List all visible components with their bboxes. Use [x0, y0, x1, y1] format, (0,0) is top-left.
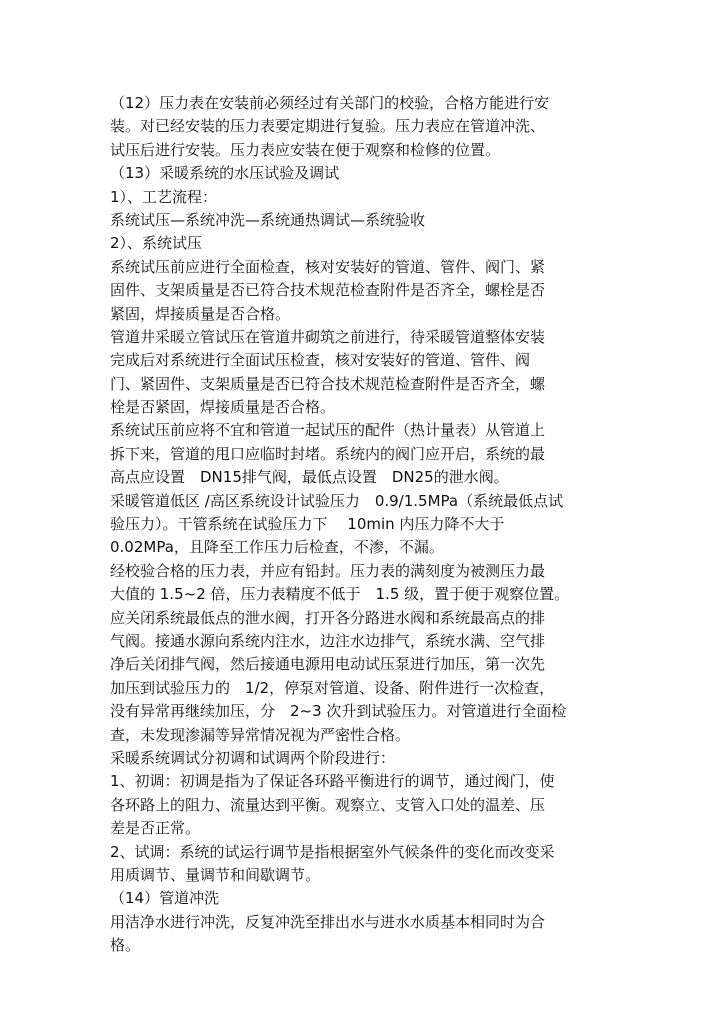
text-line: 没有异常再继续加压，分 2~3 次升到试验压力。对管道进行全面检: [110, 702, 567, 721]
text-line: 管道井采暖立管试压在管道井砌筑之前进行，待采暖管道整体安装: [110, 327, 546, 346]
text-line: 紧固，焊接质量是否合格。: [110, 304, 291, 323]
text-line: 用质调节、量调节和间歇调节。: [110, 865, 321, 884]
text-line: 装。对已经安装的压力表要定期进行复验。压力表应在管道冲洗、: [110, 117, 546, 136]
text-line: （12）压力表在安装前必须经过有关部门的校验，合格方能进行安: [110, 94, 550, 112]
text-line: 系统试压前应进行全面检查，核对安装好的管道、管件、阀门、紧: [110, 257, 546, 276]
text-line: 验压力）。干管系统在试验压力下 10min 内压力降不大于: [110, 515, 505, 534]
text-line: 加压到试验压力的 1/2，停泵对管道、设备、附件进行一次检查，: [110, 678, 555, 697]
subsection-heading: 1）、工艺流程：: [110, 187, 218, 206]
text-line: 差是否正常。: [110, 819, 201, 838]
text-line: 各环路上的阻力、流量达到平衡。观察立、支管入口处的温差、压: [110, 795, 546, 814]
text-line: 采暖系统调试分初调和试调两个阶段进行：: [110, 748, 396, 767]
text-line: 系统试压前应将不宜和管道一起试压的配件（热计量表）从管道上: [110, 421, 546, 440]
section-heading: （14）管道冲洗: [110, 889, 220, 908]
text-line: 栓是否紧固，焊接质量是否合格。: [110, 398, 336, 417]
text-line: 0.02MPa，且降至工作压力后检查，不渗，不漏。: [110, 538, 444, 557]
text-line: 气阀。接通水源向系统内注水，边注水边排气，系统水满、空气排: [110, 631, 546, 650]
text-line: 查，未发现渗漏等异常情况视为严密性合格。: [110, 725, 411, 744]
text-line: 固件、支架质量是否已符合技术规范检查附件是否齐全，螺栓是否: [110, 281, 546, 300]
text-line: 拆下来，管道的甩口应临时封堵。系统内的阀门应开启，系统的最: [110, 444, 546, 463]
text-line: 2、试调：系统的试运行调节是指根据室外气候条件的变化而改变采: [110, 842, 555, 861]
text-line: 1、初调：初调是指为了保证各环路平衡进行的调节，通过阀门，使: [110, 772, 555, 791]
text-line: 系统试压—系统冲洗—系统通热调试—系统验收: [110, 210, 426, 229]
subsection-heading: 2）、系统试压: [110, 234, 203, 253]
text-line: 净后关闭排气阀，然后接通电源用电动试压泵进行加压，第一次先: [110, 655, 546, 674]
text-line: 试压后进行安装。压力表应安装在便于观察和检修的位置。: [110, 140, 501, 159]
text-line: 经校验合格的压力表，并应有铅封。压力表的满刻度为被测压力最: [110, 561, 546, 580]
text-line: 高点应设置 DN15排气阀，最低点设置 DN25的泄水阀。: [110, 468, 509, 487]
text-line: 用洁净水进行冲洗，反复冲洗至排出水与进水水质基本相同时为合: [110, 912, 546, 931]
text-line: 格。: [110, 936, 141, 955]
text-line: 采暖管道低区 /高区系统设计试验压力 0.9/1.5MPa（系统最低点试: [110, 491, 564, 510]
text-line: 门、紧固件、支架质量是否已符合技术规范检查附件是否齐全，螺: [110, 374, 546, 393]
text-line: 大值的 1.5~2 倍，压力表精度不低于 1.5 级，置于便于观察位置。: [110, 585, 570, 604]
section-heading: （13）采暖系统的水压试验及调试: [110, 164, 340, 183]
text-line: 应关闭系统最低点的泄水阀，打开各分路进水阀和系统最高点的排: [110, 608, 546, 627]
text-line: 完成后对系统进行全面试压检查，核对安装好的管道、管件、阀: [110, 351, 531, 370]
document-body: [110, 92, 582, 957]
